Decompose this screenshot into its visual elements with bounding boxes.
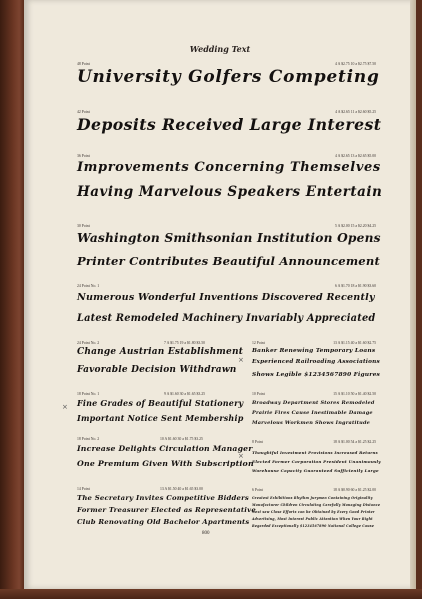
specimen-line: Change Austrian Establishment bbox=[77, 347, 244, 357]
block-price: 6 A $1.70 18 a $1.90 $3.60 bbox=[334, 284, 376, 288]
specimen-line: Increase Delights Circulation Manager bbox=[77, 444, 253, 453]
page-title: Wedding Text bbox=[189, 44, 251, 54]
block-price: 13 A $1.15 40 a $1.60 $2.75 bbox=[333, 341, 376, 345]
specimen-line: Manufacturer Children Circulating Carefully Managing Distance bbox=[252, 503, 381, 507]
block-size-label: 14 Point bbox=[77, 487, 90, 491]
block-size-label: 30 Point bbox=[77, 224, 90, 228]
block-size-label: 18 Point No. 1 bbox=[77, 392, 100, 396]
specimen-line: Elected Former Corporation President Unanimously bbox=[252, 459, 381, 464]
block-size-label: 24 Point No. 1 bbox=[77, 284, 100, 288]
block-size-label: 18 Point No. 2 bbox=[77, 437, 100, 441]
specimen-line: Prairie Fires Cause Inestimable Damage bbox=[252, 410, 373, 416]
specimen-line: Thoughtful Investment Provisions Increased Returns bbox=[252, 450, 378, 455]
block-size-label: 6 Point bbox=[252, 488, 263, 492]
specimen-line: Washington Smithsonian Institution Opens bbox=[77, 231, 381, 245]
pencil-mark-icon: × bbox=[238, 356, 244, 364]
specimen-line: Marvelous Workmen Shows Ingratitude bbox=[252, 420, 371, 426]
block-price: 18 A $0.90 60 a $1.25 $2.00 bbox=[333, 488, 376, 492]
block-size-label: 48 Point bbox=[77, 62, 90, 66]
specimen-line: Former Treasurer Elected as Representative bbox=[77, 506, 256, 514]
block-size-label: 8 Point bbox=[252, 440, 263, 444]
specimen-line: Important Notice Sent Membership bbox=[77, 413, 244, 423]
specimen-line: Shows Legible $1234567890 Figures bbox=[252, 371, 381, 378]
block-size-label: 36 Point bbox=[77, 154, 90, 158]
specimen-line: Having Marvelous Speakers Entertain bbox=[77, 184, 383, 200]
specimen-line: Printer Contributes Beautiful Announcement bbox=[77, 254, 381, 268]
specimen-line: Numerous Wonderful Inventions Discovered Recently bbox=[77, 292, 375, 303]
specimen-line: Improvements Concerning Themselves bbox=[77, 160, 381, 175]
block-price: 10 A $1.60 30 a $1.75 $3.25 bbox=[160, 437, 203, 441]
block-price: 7 A $1.75 19 a $1.80 $3.50 bbox=[164, 341, 206, 345]
block-price: 9 A $1.60 30 a $1.65 $3.25 bbox=[164, 392, 206, 396]
block-price: 13 A $1.50 40 a $1.65 $3.00 bbox=[160, 487, 203, 491]
specimen-line: Regarded Exceptionally $1234567890 National College Cause bbox=[252, 524, 374, 528]
page-number: 800 bbox=[202, 531, 210, 536]
block-size-label: 12 Point bbox=[252, 341, 265, 345]
specimen-line: Greatest Exhibitions Rhythm Jurymen Containing Originality bbox=[252, 496, 373, 500]
specimen-line: University Golfers Competing bbox=[77, 66, 380, 86]
specimen-line: Next saw Close Efforts can be Obtained by Every Good Printer bbox=[252, 510, 375, 514]
block-price: 4 A $2.75 10 a $2.75 $7.50 bbox=[334, 62, 376, 66]
catalog-page bbox=[24, 0, 416, 589]
specimen-line: Favorable Decision Withdrawn bbox=[77, 365, 237, 375]
specimen-line: One Premium Given With Subscription bbox=[77, 459, 254, 468]
specimen-line: Fine Grades of Beautiful Stationery bbox=[77, 398, 244, 408]
specimen-line: Broadway Department Stores Remodeled bbox=[252, 400, 375, 406]
block-price: 4 A $2.65 13 a $2.65 $5.00 bbox=[334, 154, 376, 158]
specimen-line: Latest Remodeled Machinery Invariably Appreciated bbox=[77, 313, 376, 324]
specimen-line: Club Renovating Old Bachelor Apartments bbox=[77, 518, 250, 526]
block-price: 15 A $1.10 50 a $1.40 $2.50 bbox=[333, 392, 376, 396]
specimen-line: Experienced Railroading Associations bbox=[252, 359, 380, 365]
book-cover-edge bbox=[0, 589, 422, 599]
specimen-line: Advertising, Most Interest Public Attention When Your Right bbox=[252, 517, 373, 521]
specimen-line: Banker Renewing Temporary Loans bbox=[252, 347, 376, 354]
page-edge bbox=[410, 0, 416, 599]
block-size-label: 10 Point bbox=[252, 392, 265, 396]
block-price: 4 A $2.65 11 a $2.60 $5.25 bbox=[335, 110, 376, 114]
pencil-mark-icon: × bbox=[238, 452, 244, 460]
block-size-label: 24 Point No. 2 bbox=[77, 341, 100, 345]
block-size-label: 42 Point bbox=[77, 110, 90, 114]
pencil-mark-icon: × bbox=[62, 403, 68, 411]
block-price: 5 A $2.00 15 a $2.20 $4.25 bbox=[334, 224, 376, 228]
block-price: 18 A $1.00 54 a $1.25 $2.25 bbox=[333, 440, 376, 444]
specimen-line: Warehouse Capacity Guaranteed Sufficiently Large bbox=[252, 468, 379, 473]
specimen-line: The Secretary Invites Competitive Bidders bbox=[77, 494, 250, 502]
specimen-line: Deposits Received Large Interest bbox=[77, 115, 382, 134]
book-binding bbox=[0, 0, 24, 599]
